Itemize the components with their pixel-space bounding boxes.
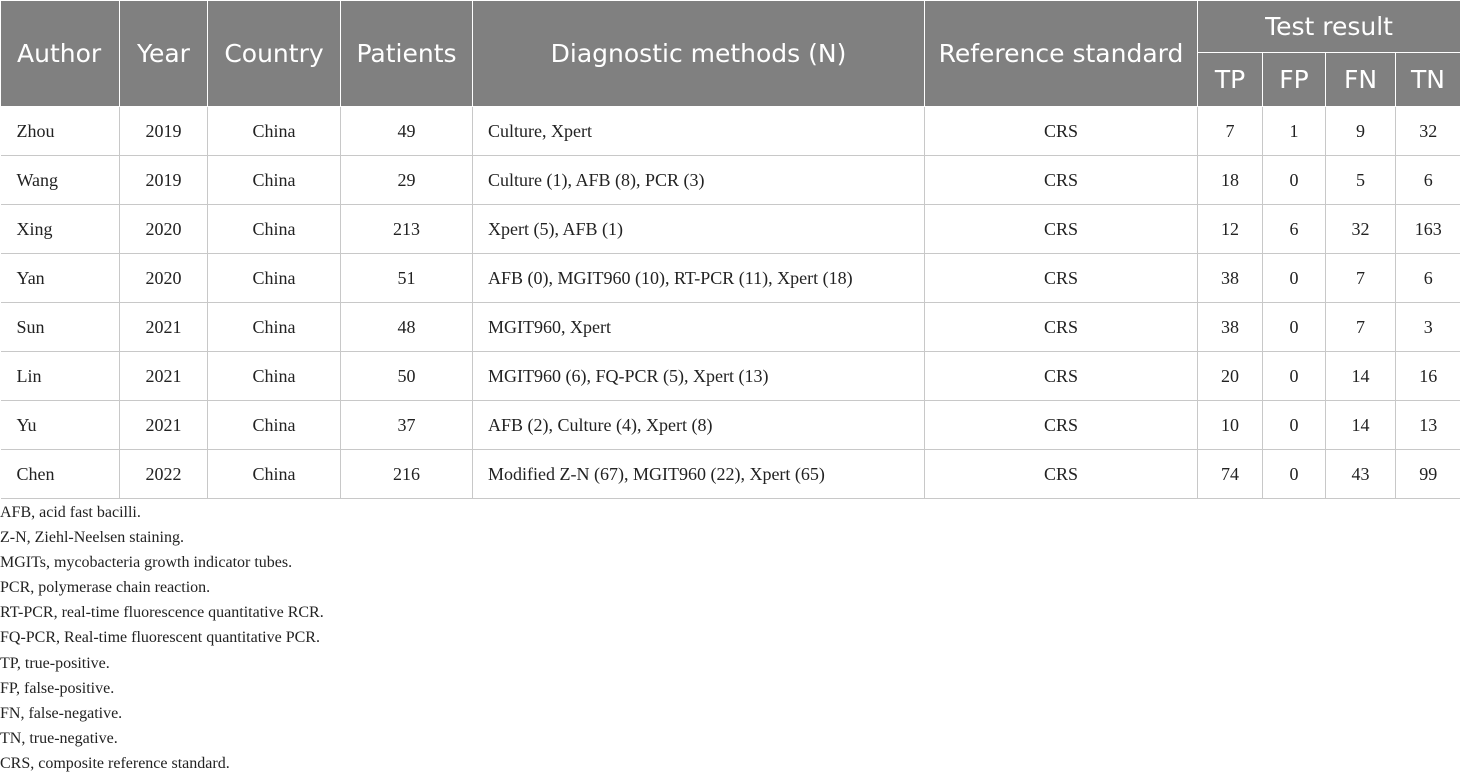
header-fp: FP xyxy=(1263,53,1326,107)
cell-fp: 6 xyxy=(1263,205,1326,254)
cell-reference: CRS xyxy=(925,450,1198,499)
table-row xyxy=(1,107,1460,156)
table-row xyxy=(1,401,1460,450)
table-row xyxy=(1,205,1460,254)
header-fn: FN xyxy=(1326,53,1396,107)
header-year: Year xyxy=(120,1,208,107)
table-row xyxy=(1,303,1460,352)
cell-patients: 48 xyxy=(341,303,473,352)
cell-tp: 38 xyxy=(1198,254,1263,303)
cell-author: Zhou xyxy=(1,107,120,156)
cell-fp: 0 xyxy=(1263,254,1326,303)
header-reference-standard: Reference standard xyxy=(925,1,1198,107)
footnote: FQ-PCR, Real-time fluorescent quantitative PCR. xyxy=(0,629,320,647)
header-author: Author xyxy=(1,1,120,107)
footnote: Z-N, Ziehl-Neelsen staining. xyxy=(0,529,184,547)
cell-reference: CRS xyxy=(925,205,1198,254)
cell-methods: MGIT960 (6), FQ-PCR (5), Xpert (13) xyxy=(473,352,925,401)
cell-author: Yan xyxy=(1,254,120,303)
cell-patients: 213 xyxy=(341,205,473,254)
footnote: MGITs, mycobacteria growth indicator tubes. xyxy=(0,554,293,572)
header-country: Country xyxy=(208,1,341,107)
cell-tn: 3 xyxy=(1396,303,1460,352)
cell-methods: Culture (1), AFB (8), PCR (3) xyxy=(473,156,925,205)
cell-tp: 7 xyxy=(1198,107,1263,156)
cell-methods: MGIT960, Xpert xyxy=(473,303,925,352)
footnote: PCR, polymerase chain reaction. xyxy=(0,579,211,597)
cell-country: China xyxy=(208,156,341,205)
table-row xyxy=(1,450,1460,499)
cell-author: Wang xyxy=(1,156,120,205)
table-header xyxy=(1,1,1460,107)
header-tn: TN xyxy=(1396,53,1460,107)
table-body xyxy=(1,107,1460,499)
cell-patients: 50 xyxy=(341,352,473,401)
cell-methods: Modified Z-N (67), MGIT960 (22), Xpert (65) xyxy=(473,450,925,499)
cell-fp: 0 xyxy=(1263,156,1326,205)
cell-author: Lin xyxy=(1,352,120,401)
cell-patients: 51 xyxy=(341,254,473,303)
cell-country: China xyxy=(208,254,341,303)
cell-reference: CRS xyxy=(925,254,1198,303)
cell-methods: AFB (2), Culture (4), Xpert (8) xyxy=(473,401,925,450)
cell-year: 2019 xyxy=(120,156,208,205)
cell-tp: 38 xyxy=(1198,303,1263,352)
header-test-result: Test result xyxy=(1198,1,1460,53)
cell-reference: CRS xyxy=(925,156,1198,205)
cell-fn: 5 xyxy=(1326,156,1396,205)
cell-tn: 16 xyxy=(1396,352,1460,401)
cell-country: China xyxy=(208,450,341,499)
cell-year: 2021 xyxy=(120,401,208,450)
cell-fp: 0 xyxy=(1263,303,1326,352)
footnote: FN, false-negative. xyxy=(0,704,123,722)
cell-fn: 9 xyxy=(1326,107,1396,156)
cell-patients: 37 xyxy=(341,401,473,450)
footnote: TP, true-positive. xyxy=(0,654,110,672)
cell-methods: Culture, Xpert xyxy=(473,107,925,156)
cell-fp: 0 xyxy=(1263,401,1326,450)
cell-year: 2021 xyxy=(120,303,208,352)
footnote: TN, true-negative. xyxy=(0,729,118,747)
table-row xyxy=(1,254,1460,303)
cell-fp: 1 xyxy=(1263,107,1326,156)
cell-year: 2021 xyxy=(120,352,208,401)
cell-fn: 7 xyxy=(1326,254,1396,303)
cell-country: China xyxy=(208,401,341,450)
cell-tp: 10 xyxy=(1198,401,1263,450)
cell-methods: AFB (0), MGIT960 (10), RT-PCR (11), Xpert (18) xyxy=(473,254,925,303)
cell-fp: 0 xyxy=(1263,352,1326,401)
cell-year: 2019 xyxy=(120,107,208,156)
cell-tn: 163 xyxy=(1396,205,1460,254)
cell-author: Chen xyxy=(1,450,120,499)
cell-tp: 20 xyxy=(1198,352,1263,401)
cell-country: China xyxy=(208,107,341,156)
footnote: FP, false-positive. xyxy=(0,679,115,697)
table-row xyxy=(1,156,1460,205)
cell-patients: 216 xyxy=(341,450,473,499)
cell-tn: 99 xyxy=(1396,450,1460,499)
cell-methods: Xpert (5), AFB (1) xyxy=(473,205,925,254)
footnote: CRS, composite reference standard. xyxy=(0,754,230,772)
cell-fn: 7 xyxy=(1326,303,1396,352)
cell-fn: 32 xyxy=(1326,205,1396,254)
cell-fp: 0 xyxy=(1263,450,1326,499)
cell-year: 2020 xyxy=(120,205,208,254)
cell-reference: CRS xyxy=(925,303,1198,352)
cell-patients: 49 xyxy=(341,107,473,156)
cell-author: Sun xyxy=(1,303,120,352)
footnote: RT-PCR, real-time fluorescence quantitative RCR. xyxy=(0,604,324,622)
cell-reference: CRS xyxy=(925,401,1198,450)
cell-fn: 14 xyxy=(1326,352,1396,401)
header-diagnostic-methods: Diagnostic methods (N) xyxy=(473,1,925,107)
cell-author: Yu xyxy=(1,401,120,450)
cell-tp: 18 xyxy=(1198,156,1263,205)
cell-reference: CRS xyxy=(925,352,1198,401)
header-patients: Patients xyxy=(341,1,473,107)
cell-tn: 6 xyxy=(1396,254,1460,303)
cell-country: China xyxy=(208,352,341,401)
cell-tn: 6 xyxy=(1396,156,1460,205)
header-tp: TP xyxy=(1198,53,1263,107)
cell-fn: 43 xyxy=(1326,450,1396,499)
table-row xyxy=(1,352,1460,401)
cell-tn: 32 xyxy=(1396,107,1460,156)
cell-tp: 74 xyxy=(1198,450,1263,499)
cell-tn: 13 xyxy=(1396,401,1460,450)
cell-country: China xyxy=(208,205,341,254)
cell-year: 2022 xyxy=(120,450,208,499)
footnotes xyxy=(0,500,324,776)
footnote: AFB, acid fast bacilli. xyxy=(0,504,141,521)
cell-fn: 14 xyxy=(1326,401,1396,450)
cell-year: 2020 xyxy=(120,254,208,303)
cell-tp: 12 xyxy=(1198,205,1263,254)
cell-reference: CRS xyxy=(925,107,1198,156)
cell-patients: 29 xyxy=(341,156,473,205)
cell-author: Xing xyxy=(1,205,120,254)
cell-country: China xyxy=(208,303,341,352)
